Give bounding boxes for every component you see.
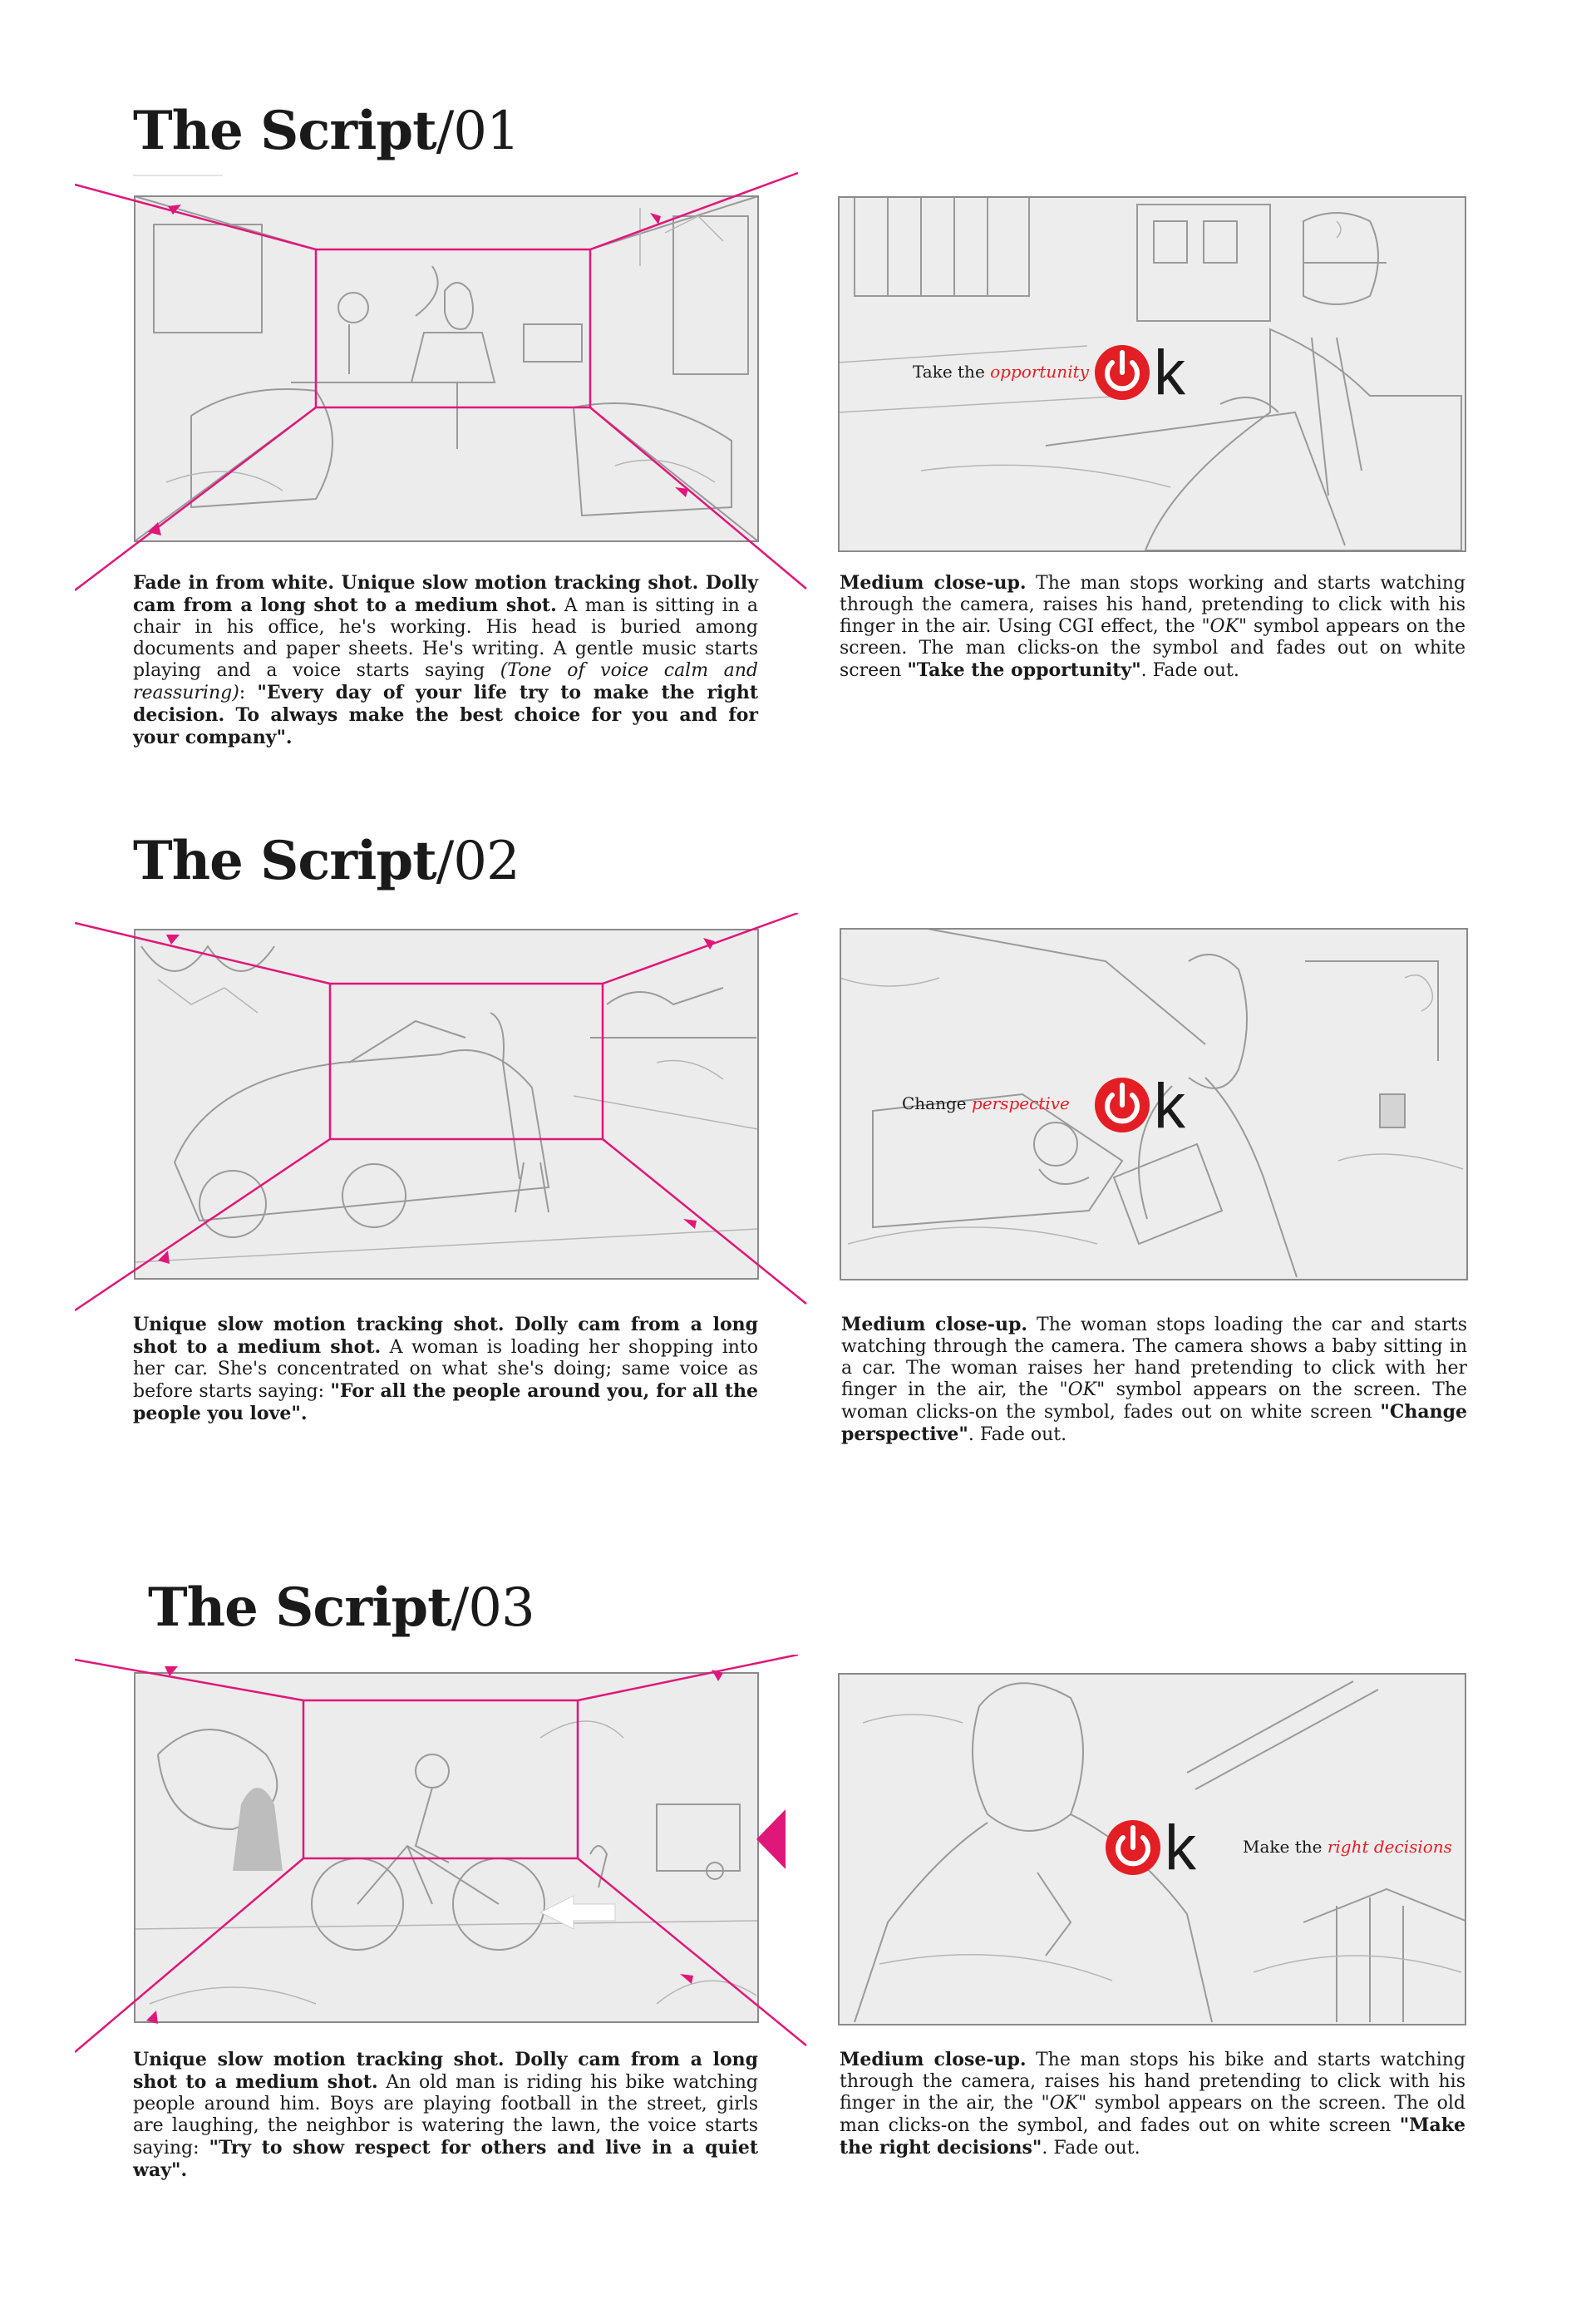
- heading-title: The Script: [148, 1576, 451, 1639]
- storyboard-panel-03-long-shot: [75, 1655, 815, 2054]
- description-02-right: Medium close-up. The woman stops loading the car and starts watching through the camera. The camera shows a baby sitting in a car. The woman raises her hand pretending to click with her finger in the air, the "OK" symbol appears on the screen. The woman clicks-on the symbol, fades out on white screen "Change perspective". Fade out.: [841, 1314, 1468, 1445]
- description-01-right: Medium close-up. The man stops working and starts watching through the camera, raises his hand, pretending to click with his finger in the air. Using CGI effect, the "OK" symbol appears on the screen. The man clicks-on the symbol and fades out on white screen "Take the opportunity". Fade out.: [840, 572, 1465, 681]
- description-03-left: Unique slow motion tracking shot. Dolly cam from a long shot to a medium shot. An old man is riding his bike watching people around him. Boys are playing football in the street, girls are laughing, the neighbor is watering the lawn, the voice starts saying: "Try to show respect for others and live in a quiet way".: [133, 2049, 759, 2181]
- description-01-left: Fade in from white. Unique slow motion tracking shot. Dolly cam from a long shot to a medium shot. A man is sitting in a chair in his office, he's working. His head is buried among documents and paper sheets. He's writing. A gentle music starts playing and a voice starts saying (Tone of voice calm and reassuring): "Every day of your life try to make the right decision. To always make the best choice for you and for your company".: [133, 572, 759, 748]
- storyboard-panel-02-long-shot: [75, 913, 815, 1312]
- storyboard-panel-03-close-up: [838, 1673, 1466, 2025]
- description-02-left: Unique slow motion tracking shot. Dolly cam from a long shot to a medium shot. A woman is loading her shopping into her car. She's concentrated on what she's doing; same voice as before starts saying: "For all the people around you, for all the people you love".: [133, 1314, 759, 1424]
- description-03-right: Medium close-up. The man stops his bike and starts watching through the camera, raises his hand pretending to click with his finger in the air, the "OK" symbol appears on the screen. The old man clicks-on the symbol, and fades out on white screen "Make the right decisions". Fade out.: [840, 2049, 1465, 2159]
- sketch-woman-close-up: [840, 928, 1468, 1280]
- caption-text: Make the right decisions: [1243, 1837, 1452, 1857]
- heading-number: /01: [436, 101, 520, 162]
- ok-power-icon: [1095, 1078, 1150, 1132]
- heading-number: /03: [451, 1577, 534, 1639]
- sketch-car-long-shot: [75, 913, 815, 1312]
- storyboard-panel-01-close-up: [838, 196, 1466, 552]
- storyboard-panel-01-long-shot: [75, 166, 815, 599]
- heading-number: /02: [436, 831, 520, 892]
- ok-letter-k: k: [1154, 1071, 1185, 1142]
- ok-letter-k: k: [1154, 338, 1185, 408]
- sketch-old-man-close-up: [838, 1673, 1466, 2025]
- sketch-office-long-shot: [75, 166, 815, 599]
- storyboard-panel-02-close-up: [840, 928, 1468, 1280]
- ok-letter-k: k: [1165, 1813, 1196, 1883]
- heading-title: The Script: [133, 100, 436, 162]
- section-heading-03: [148, 1576, 534, 1639]
- heading-title: The Script: [133, 830, 436, 892]
- ok-power-icon: [1106, 1820, 1160, 1875]
- caption-text: Change perspective: [902, 1093, 1070, 1113]
- sketch-bike-long-shot: [75, 1655, 815, 2054]
- ok-power-icon: [1095, 345, 1150, 400]
- section-heading-01: [133, 100, 520, 162]
- section-heading-02: [133, 830, 520, 892]
- sketch-man-close-up: [838, 196, 1466, 552]
- caption-text: Take the opportunity: [913, 362, 1089, 382]
